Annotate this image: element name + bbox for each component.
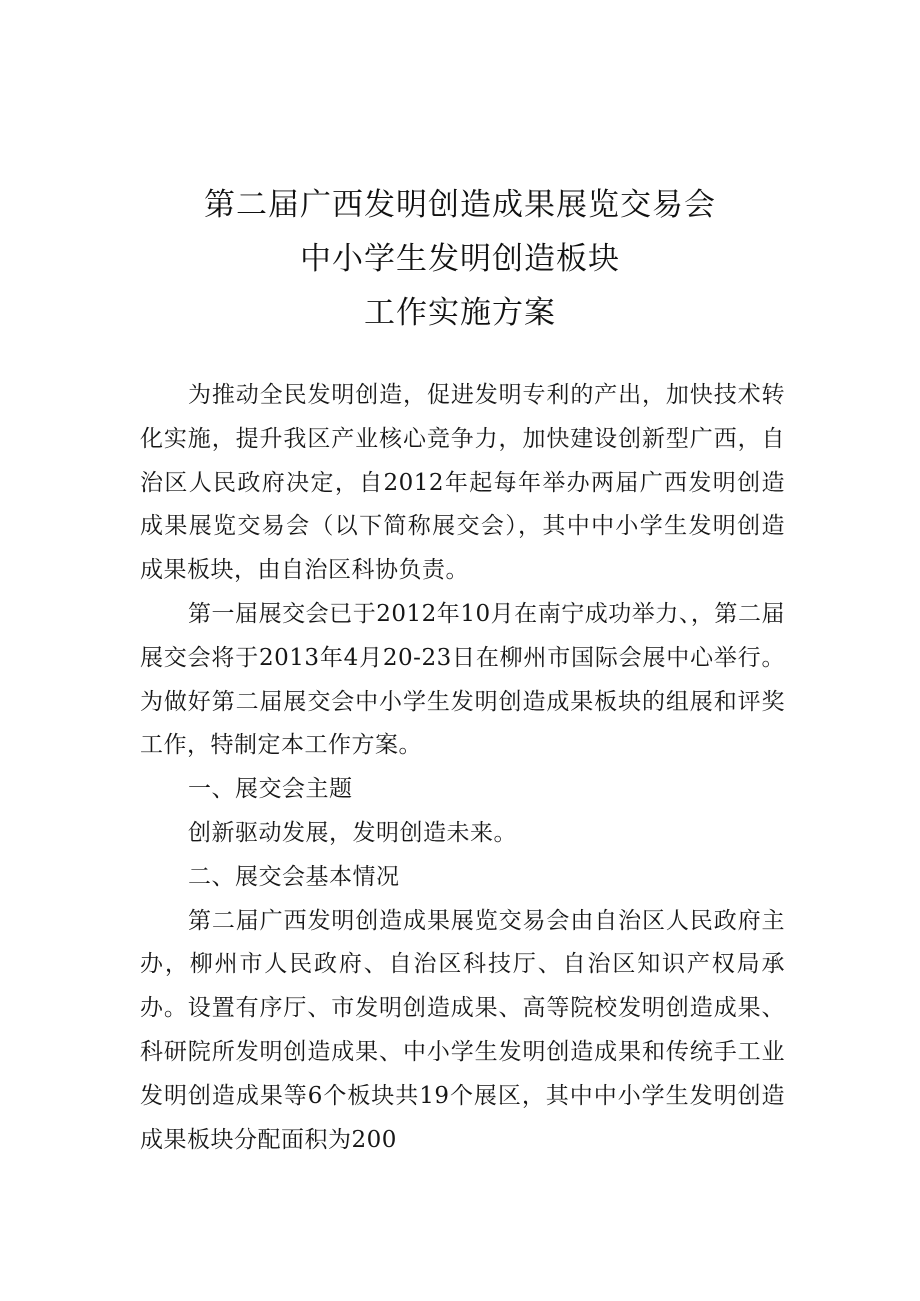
title-line-1: 第二届广西发明创造成果展览交易会 — [204, 187, 716, 223]
title-line-3: 工作实施方案 — [364, 295, 556, 331]
title-line-2: 中小学生发明创造板块 — [300, 241, 620, 277]
paragraph-intro: 为推动全民发明创造，促进发明专利的产出，加快技术转化实施，提升我区产业核心竞争力，加快建设创新型广西，自治区人民政府决定，自2012年起每年举办两届广西发明创造成果展览交易会（以下简称展交会），其中中小学生发明创造成果板块，由自治区科协负责。 — [140, 382, 785, 584]
section-heading-basic-info: 二、展交会基本情况 — [188, 863, 400, 890]
paragraph-theme: 创新驱动发展，发明创造未来。 — [188, 819, 517, 846]
paragraph-basic-info: 第二届广西发明创造成果展览交易会由自治区人民政府主办，柳州市人民政府、自治区科技厅、自治区知识产权局承办。设置有序厅、市发明创造成果、高等院校发明创造成果、科研院所发明创造成果、中小学生发明创造成果和传统手工业发明创造成果等6个板块共19个展区，其中中小学生发明创造成果板块分配面积为200 — [140, 907, 785, 1153]
document-body — [140, 374, 785, 1162]
paragraph-background: 第一届展交会已于2012年10月在南宁成功举力、，第二届展交会将于2013年4月20-23日在柳州市国际会展中心举行。为做好第二届展交会中小学生发明创造成果板块的组展和评奖工作，特制定本工作方案。 — [140, 600, 785, 759]
document-title — [0, 178, 920, 340]
section-heading-theme: 一、展交会主题 — [188, 776, 353, 803]
